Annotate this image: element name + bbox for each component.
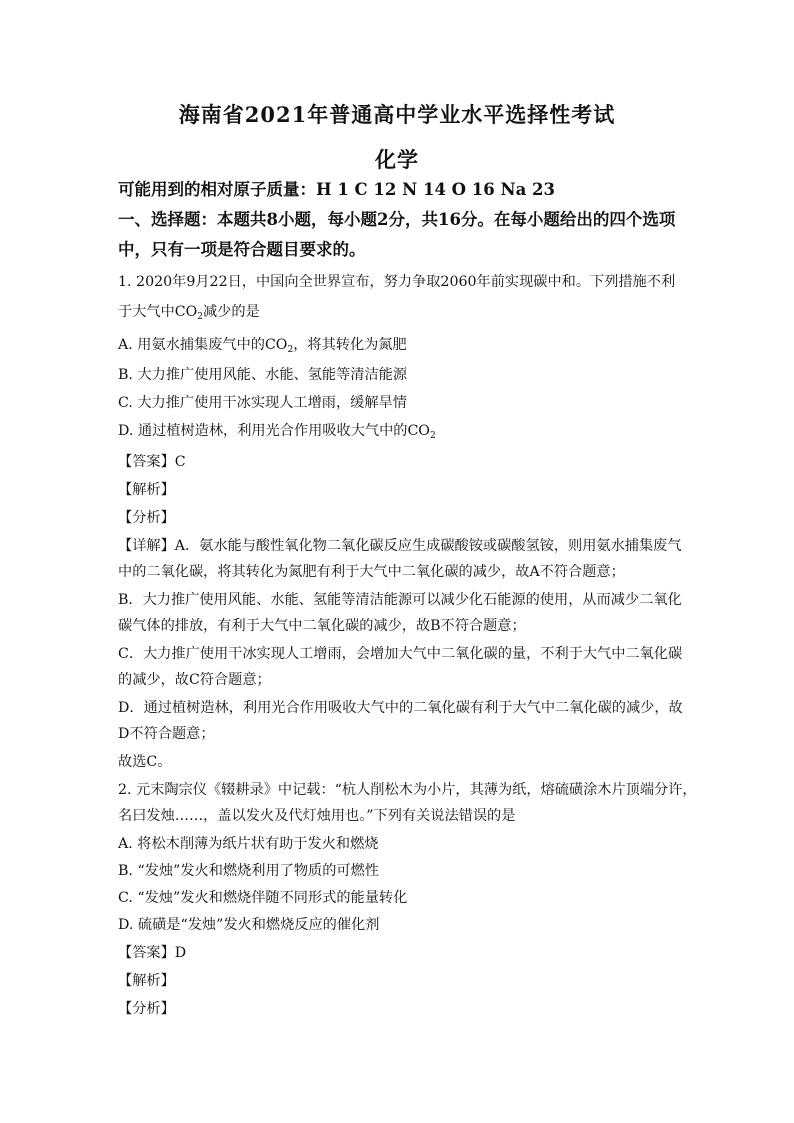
q2-answer: 【答案】D [118, 945, 187, 961]
q1-detail-6: 的减少，故C符合题意； [118, 672, 271, 688]
q1-stem-line1: 1. 2020年9月22日，中国向全世界宣布，努力争取2060年前实现碳中和。下列措施不利 [118, 274, 676, 290]
q2-stem-line1: 2. 元末陶宗仪《辍耕录》中记载：“杭人削松木为小片，其薄为纸，熔硫磺涂木片顶端分许， [118, 782, 697, 798]
q1-stem-line2 [118, 302, 678, 327]
section-heading-line2: 中，只有一项是符合题目要求的。 [118, 240, 366, 259]
q1-optA-pre: A. 用氨水捕集废气中的CO [118, 337, 288, 353]
q1-detail-2: 中的二氧化碳，将其转化为氮肥有利于大气中二氧化碳的减少，故A不符合题意； [118, 564, 625, 580]
q1-detail-7: D．通过植树造林，利用光合作用吸收大气中的二氧化碳有利于大气中二氧化碳的减少，故 [118, 700, 683, 716]
q1-optA-sub: 2 [287, 345, 294, 355]
q1-stem-pre: 于大气中CO [118, 304, 198, 320]
q1-jiexi: 【解析】 [118, 482, 175, 498]
q2-option-c: C. “发烛”发火和燃烧伴随不同形式的能量转化 [118, 890, 408, 906]
q1-detail-5: C．大力推广使用干冰实现人工增雨，会增加大气中二氧化碳的量，不利于大气中二氧化碳 [118, 646, 683, 662]
q1-option-a [118, 335, 678, 360]
q1-option-d [118, 421, 678, 446]
exam-title: 海南省2021年普通高中学业水平选择性考试 [178, 102, 616, 127]
q2-option-d: D. 硫磺是“发烛”发火和燃烧反应的催化剂 [118, 917, 380, 933]
q1-detail-8: D不符合题意； [118, 726, 215, 742]
q1-detail-4: 碳气体的排放，有利于大气中二氧化碳的减少，故B不符合题意； [118, 618, 526, 634]
q2-stem-line2: 名曰发烛……，盖以发火及代灯烛用也。”下列有关说法错误的是 [118, 808, 516, 824]
section-heading-line1: 一、选择题：本题共8小题，每小题2分，共16分。在每小题给出的四个选项 [118, 210, 676, 229]
q1-stem-sub: 2 [197, 312, 203, 322]
q1-option-c: C. 大力推广使用干冰实现人工增雨，缓解旱情 [118, 395, 407, 411]
subject-title: 化学 [375, 147, 419, 172]
q2-fenxi: 【分析】 [118, 1001, 175, 1017]
q1-conclusion: 故选C。 [118, 754, 172, 770]
q2-option-b: B. “发烛”发火和燃烧利用了物质的可燃性 [118, 863, 379, 879]
q2-option-a: A. 将松木削薄为纸片状有助于发火和燃烧 [118, 836, 379, 852]
q1-option-b: B. 大力推广使用风能、水能、氢能等清洁能源 [118, 367, 408, 383]
q1-optD-sub: 2 [429, 431, 436, 441]
q1-fenxi: 【分析】 [118, 510, 175, 526]
q1-optD-pre: D. 通过植树造林，利用光合作用吸收大气中的CO [118, 423, 430, 439]
q1-detail-3: B．大力推广使用风能、水能、氢能等清洁能源可以减少化石能源的使用，从而减少二氧化 [118, 592, 682, 608]
q1-detail-1: 【详解】A．氨水能与酸性氧化物二氧化碳反应生成碳酸铵或碳酸氢铵，则用氨水捕集废气 [118, 538, 682, 554]
q1-optA-post: ，将其转化为氮肥 [293, 337, 407, 353]
q2-jiexi: 【解析】 [118, 973, 175, 989]
q1-answer: 【答案】C [118, 454, 186, 470]
atomic-masses: 可能用到的相对原子质量：H 1 C 12 N 14 O 16 Na 23 [118, 180, 555, 199]
q1-stem-post: 减少的是 [202, 304, 260, 320]
